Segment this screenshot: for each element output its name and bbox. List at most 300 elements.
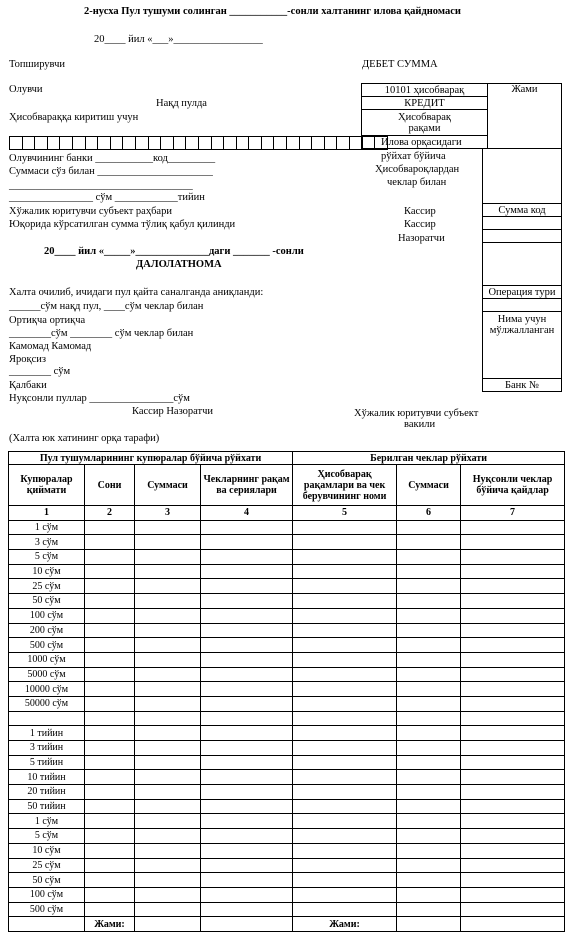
table-cell — [85, 726, 135, 741]
kredit-text: КРЕДИТ — [404, 97, 445, 109]
denomination-cell — [9, 711, 85, 726]
table-cell — [397, 579, 461, 594]
table-cell — [135, 770, 201, 785]
label-nuqsonli: Нуқсонли пуллар ________________сўм — [9, 393, 190, 404]
ilova-text-2: рўйхат бўйича — [381, 151, 446, 162]
table-cell — [293, 520, 397, 535]
label-kassir-2: Кассир — [404, 219, 436, 230]
box-summa-kod — [482, 203, 562, 217]
table-cell — [135, 902, 201, 917]
table-cell — [85, 814, 135, 829]
denomination-cell: 100 сўм — [9, 608, 85, 623]
table-cell — [293, 564, 397, 579]
table-cell — [461, 638, 565, 653]
date-line: 20____ йил «___»_________________ — [94, 34, 263, 45]
table-cell — [397, 564, 461, 579]
label-oluvchi: Олувчи — [9, 84, 43, 95]
table-cell — [397, 711, 461, 726]
table-cell — [293, 535, 397, 550]
label-line-chek: ________сўм ________ сўм чеклар билан — [9, 328, 194, 339]
col-header-summasi: Суммаси — [135, 465, 201, 506]
denomination-cell: 500 сўм — [9, 902, 85, 917]
denomination-cell: 5000 сўм — [9, 667, 85, 682]
table-cell — [397, 858, 461, 873]
table-row — [9, 682, 565, 697]
table-cell — [85, 652, 135, 667]
label-orqa: (Халта юк хатининг орқа тарафи) — [9, 433, 160, 444]
hisobvaraq-raqami-text-2: рақами — [408, 122, 441, 134]
table-cell — [461, 858, 565, 873]
table-row — [9, 814, 565, 829]
table-cell — [201, 711, 293, 726]
table-cell — [461, 755, 565, 770]
denomination-cell: 1 сўм — [9, 814, 85, 829]
table-cell — [201, 814, 293, 829]
table-cell — [135, 608, 201, 623]
document-title: 2-нусха Пул тушуми солинган ___________-сонли халтанинг илова қайдномаси — [84, 6, 461, 17]
table-cell — [293, 579, 397, 594]
dalolatnoma-title: ДАЛОЛАТНОМА — [136, 259, 222, 270]
label-rahbar: Хўжалик юритувчи субъект раҳбари — [9, 206, 172, 217]
table-cell — [397, 682, 461, 697]
table-cell — [201, 770, 293, 785]
table-cell — [397, 843, 461, 858]
label-vakili: вакили — [404, 419, 436, 430]
table-cell — [293, 902, 397, 917]
table-cell — [85, 902, 135, 917]
col-header-kupyuralar: Купюралар қиймати — [9, 465, 85, 506]
box-operatsiya — [482, 285, 562, 299]
label-kamomad: Камомад Камомад — [9, 341, 92, 352]
table-cell — [201, 829, 293, 844]
ilova-text-4: чеклар билан — [387, 177, 447, 188]
table-cell — [293, 608, 397, 623]
divider — [361, 135, 362, 149]
table-cell — [135, 564, 201, 579]
table-cell — [201, 535, 293, 550]
table-cell — [293, 785, 397, 800]
table-cell — [85, 887, 135, 902]
label-yuqorida: Юқорида кўрсатилган сумма тўлиқ қабул қилинди — [9, 219, 236, 230]
table-cell — [85, 623, 135, 638]
table-row — [9, 843, 565, 858]
table-cell — [461, 652, 565, 667]
table-cell — [201, 594, 293, 609]
denomination-cell: 3 сўм — [9, 535, 85, 550]
table-row — [9, 741, 565, 756]
table-cell — [397, 902, 461, 917]
table-cell — [85, 535, 135, 550]
table-cell — [201, 520, 293, 535]
box-bank-no — [482, 378, 562, 392]
total-label-right: Жами: — [293, 917, 397, 932]
label-qalbaki: Қалбаки — [9, 380, 47, 391]
summa-kod-text: Сумма код — [498, 204, 546, 216]
table-cell — [135, 520, 201, 535]
denomination-cell: 25 сўм — [9, 579, 85, 594]
label-line-naqd: ______сўм нақд пул, ____сўм чеклар билан — [9, 301, 204, 312]
jami-text: Жами — [511, 84, 538, 95]
col-number-1: 1 — [9, 506, 85, 521]
table-row — [9, 652, 565, 667]
table-cell — [293, 638, 397, 653]
table-cell — [397, 887, 461, 902]
table-cell — [397, 652, 461, 667]
table-row — [9, 520, 565, 535]
table-cell — [135, 829, 201, 844]
table-cell — [135, 873, 201, 888]
table-row — [9, 667, 565, 682]
table-cell — [85, 858, 135, 873]
table-cell — [135, 667, 201, 682]
box-right-empty-3 — [482, 229, 562, 243]
table-cell — [397, 799, 461, 814]
table-row — [9, 594, 565, 609]
table-row — [9, 785, 565, 800]
table-row — [9, 550, 565, 565]
table-cell — [397, 829, 461, 844]
table-cell — [201, 564, 293, 579]
table-cell — [135, 858, 201, 873]
table-cell — [135, 755, 201, 770]
total-row-left-spacer — [9, 917, 85, 932]
label-debet-summa: ДЕБЕТ СУММА — [362, 59, 438, 70]
table-cell — [85, 520, 135, 535]
table-cell — [397, 741, 461, 756]
table-row — [9, 623, 565, 638]
label-summa-line: ___________________________________ — [9, 180, 193, 191]
box-jami — [487, 83, 562, 149]
table-cell — [85, 579, 135, 594]
table-cell — [293, 594, 397, 609]
label-summa-soz: Суммаси сўз билан ______________________ — [9, 166, 213, 177]
label-xalta: Халта очилиб, ичидаги пул қайта саналганда аниқланди: — [9, 287, 264, 298]
table-cell — [85, 843, 135, 858]
table-cell — [201, 741, 293, 756]
denomination-cell: 10000 сўм — [9, 682, 85, 697]
label-subyekt: Хўжалик юритувчи субъект — [354, 408, 479, 419]
table-cell — [461, 785, 565, 800]
table-cell — [201, 887, 293, 902]
bank-no-text: Банк № — [504, 379, 540, 391]
table-cell — [135, 579, 201, 594]
table-row — [9, 873, 565, 888]
nima-text-1: Нима учун — [497, 314, 547, 325]
label-naqd-pulda: Нақд пулда — [156, 98, 207, 109]
denomination-cell: 500 сўм — [9, 638, 85, 653]
table-cell — [461, 667, 565, 682]
denomination-cell: 1 тийин — [9, 726, 85, 741]
table-row — [9, 608, 565, 623]
table-cell — [397, 755, 461, 770]
table-cell — [135, 741, 201, 756]
table-cell — [397, 638, 461, 653]
box-kredit — [361, 96, 488, 110]
table-cell — [397, 785, 461, 800]
ilova-text-1: Илова орқасидаги — [381, 137, 462, 148]
table-cell — [293, 696, 397, 711]
label-topshiruvchi: Топширувчи — [9, 59, 66, 70]
denomination-cell: 100 сўм — [9, 887, 85, 902]
table-cell — [397, 814, 461, 829]
table-cell — [293, 623, 397, 638]
table-cell — [135, 550, 201, 565]
table-cell — [461, 564, 565, 579]
table-cell — [461, 520, 565, 535]
table-cell — [135, 652, 201, 667]
table-cell — [293, 814, 397, 829]
table-cell — [461, 814, 565, 829]
table-cell — [135, 711, 201, 726]
table-row — [9, 638, 565, 653]
denomination-cell: 5 сўм — [9, 550, 85, 565]
table-cell — [397, 550, 461, 565]
denomination-cell: 50 тийин — [9, 799, 85, 814]
denomination-cell: 5 тийин — [9, 755, 85, 770]
col-header-summasi-2: Суммаси — [397, 465, 461, 506]
table-cell — [85, 873, 135, 888]
label-kassir-nazoratchi: Кассир Назоратчи — [132, 406, 214, 417]
label-bank: Олувчининг банки ___________код_________ — [9, 153, 216, 164]
label-ortiqcha: Ортиқча ортиқча — [9, 315, 86, 326]
col-header-cheklar: Чекларнинг рақам ва сериялари — [201, 465, 293, 506]
table-row — [9, 579, 565, 594]
nima-text-2: мўлжалланган — [489, 325, 555, 336]
table-row — [9, 887, 565, 902]
table-cell — [201, 682, 293, 697]
table-cell — [201, 579, 293, 594]
group-header-right: Берилган чеклар рўйхати — [293, 452, 565, 465]
col-number-5: 5 — [293, 506, 397, 521]
table-cell — [293, 726, 397, 741]
table-cell — [135, 843, 201, 858]
table-cell — [135, 623, 201, 638]
table-cell — [293, 843, 397, 858]
table-cell — [293, 550, 397, 565]
table-cell — [461, 711, 565, 726]
table-cell — [461, 799, 565, 814]
label-kassir-1: Кассир — [404, 206, 436, 217]
table-cell — [461, 873, 565, 888]
table-cell — [135, 785, 201, 800]
table-cell — [461, 902, 565, 917]
table-cell — [201, 902, 293, 917]
table-cell — [461, 887, 565, 902]
table-cell — [201, 726, 293, 741]
table-cell — [201, 785, 293, 800]
table-cell — [397, 770, 461, 785]
table-cell — [397, 608, 461, 623]
label-nazoratchi: Назоратчи — [398, 233, 445, 244]
group-header-left: Пул тушумларининг купюралар бўйича рўйхати — [9, 452, 293, 465]
table-row — [9, 755, 565, 770]
table-row — [9, 770, 565, 785]
account-number-boxes — [9, 136, 388, 150]
table-row — [9, 726, 565, 741]
table-cell — [201, 608, 293, 623]
total-cell — [461, 917, 565, 932]
table-cell — [85, 682, 135, 697]
table-cell — [293, 667, 397, 682]
table-cell — [461, 741, 565, 756]
col-header-hisobvaraq: Ҳисобварақ рақамлари ва чек берувчининг номи — [293, 465, 397, 506]
table-cell — [135, 887, 201, 902]
table-cell — [461, 682, 565, 697]
denomination-cell: 1 сўм — [9, 520, 85, 535]
table-cell — [397, 535, 461, 550]
table-cell — [293, 858, 397, 873]
col-number-4: 4 — [201, 506, 293, 521]
table-cell — [135, 638, 201, 653]
denomination-cell: 50 сўм — [9, 594, 85, 609]
table-row — [9, 696, 565, 711]
table-cell — [293, 887, 397, 902]
table-row — [9, 902, 565, 917]
col-number-6: 6 — [397, 506, 461, 521]
table-cell — [461, 608, 565, 623]
table-cell — [461, 594, 565, 609]
denomination-cell: 3 тийин — [9, 741, 85, 756]
bills-table — [8, 451, 565, 932]
label-hisob-kiritish: Ҳисобвараққа киритиш учун — [9, 112, 139, 123]
table-cell — [397, 594, 461, 609]
col-number-7: 7 — [461, 506, 565, 521]
table-row — [9, 799, 565, 814]
table-cell — [85, 594, 135, 609]
denomination-cell: 200 сўм — [9, 623, 85, 638]
table-cell — [293, 711, 397, 726]
box-hisobvaraq-raqami — [361, 109, 488, 136]
denomination-cell: 50 сўм — [9, 873, 85, 888]
table-cell — [135, 594, 201, 609]
table-row — [9, 535, 565, 550]
table-cell — [85, 696, 135, 711]
label-som-tiyin: ________________ сўм ____________тийин — [9, 192, 205, 203]
table-cell — [201, 843, 293, 858]
table-cell — [85, 638, 135, 653]
table-cell — [461, 843, 565, 858]
table-cell — [85, 550, 135, 565]
table-cell — [85, 741, 135, 756]
table-cell — [293, 829, 397, 844]
table-cell — [397, 726, 461, 741]
table-cell — [293, 755, 397, 770]
box-right-empty-2 — [482, 216, 562, 230]
table-cell — [461, 535, 565, 550]
table-cell — [293, 873, 397, 888]
table-row — [9, 829, 565, 844]
denomination-cell: 20 тийин — [9, 785, 85, 800]
table-cell — [85, 564, 135, 579]
table-cell — [201, 799, 293, 814]
total-cell — [201, 917, 293, 932]
table-cell — [293, 799, 397, 814]
denomination-cell: 10 тийин — [9, 770, 85, 785]
table-cell — [397, 873, 461, 888]
denomination-cell: 1000 сўм — [9, 652, 85, 667]
table-cell — [85, 755, 135, 770]
table-cell — [201, 550, 293, 565]
table-cell — [397, 667, 461, 682]
table-cell — [201, 667, 293, 682]
table-cell — [85, 785, 135, 800]
table-cell — [293, 652, 397, 667]
box-right-empty-1 — [482, 148, 562, 204]
table-cell — [201, 696, 293, 711]
col-header-nuqsonli: Нуқсонли чеклар бўйича қайдлар — [461, 465, 565, 506]
table-cell — [85, 829, 135, 844]
total-label-left: Жами: — [85, 917, 135, 932]
hisobvaraq-10101-text: 10101 ҳисобварақ — [384, 84, 465, 96]
table-cell — [461, 623, 565, 638]
table-cell — [85, 711, 135, 726]
table-cell — [397, 623, 461, 638]
table-cell — [85, 608, 135, 623]
table-cell — [201, 652, 293, 667]
table-row — [9, 858, 565, 873]
table-cell — [135, 814, 201, 829]
ilova-text-3: Ҳисобвароқлардан — [375, 164, 460, 175]
table-row — [9, 564, 565, 579]
box-right-empty-4 — [482, 242, 562, 286]
table-cell — [397, 520, 461, 535]
table-cell — [201, 638, 293, 653]
col-number-3: 3 — [135, 506, 201, 521]
label-yaroqsiz: Яроқсиз — [9, 354, 47, 365]
table-cell — [135, 696, 201, 711]
table-cell — [201, 623, 293, 638]
table-cell — [85, 770, 135, 785]
table-cell — [461, 770, 565, 785]
dalolatnoma-date: 20____ йил «_____»______________даги _______ -сонли — [44, 246, 304, 257]
table-row — [9, 711, 565, 726]
denomination-cell: 25 сўм — [9, 858, 85, 873]
box-nima-uchun — [482, 311, 562, 379]
denomination-cell: 5 сўм — [9, 829, 85, 844]
table-cell — [461, 550, 565, 565]
operatsiya-text: Операция тури — [488, 286, 556, 298]
table-cell — [135, 799, 201, 814]
col-number-2: 2 — [85, 506, 135, 521]
table-cell — [461, 726, 565, 741]
denomination-cell: 10 сўм — [9, 843, 85, 858]
hisobvaraq-raqami-text-1: Ҳисобварақ — [398, 111, 451, 123]
table-cell — [293, 770, 397, 785]
table-cell — [201, 755, 293, 770]
table-cell — [461, 696, 565, 711]
box-right-empty-5 — [482, 298, 562, 312]
table-cell — [201, 858, 293, 873]
denomination-cell: 10 сўм — [9, 564, 85, 579]
table-cell — [135, 682, 201, 697]
total-cell — [397, 917, 461, 932]
col-header-soni: Сони — [85, 465, 135, 506]
table-cell — [135, 726, 201, 741]
table-cell — [85, 667, 135, 682]
table-cell — [293, 682, 397, 697]
denomination-cell: 50000 сўм — [9, 696, 85, 711]
table-cell — [461, 829, 565, 844]
label-line-som: ________ сўм — [9, 366, 71, 377]
table-cell — [293, 741, 397, 756]
table-cell — [135, 535, 201, 550]
table-cell — [85, 799, 135, 814]
table-cell — [397, 696, 461, 711]
total-cell — [135, 917, 201, 932]
table-cell — [461, 579, 565, 594]
box-10101 — [361, 83, 488, 97]
table-cell — [201, 873, 293, 888]
